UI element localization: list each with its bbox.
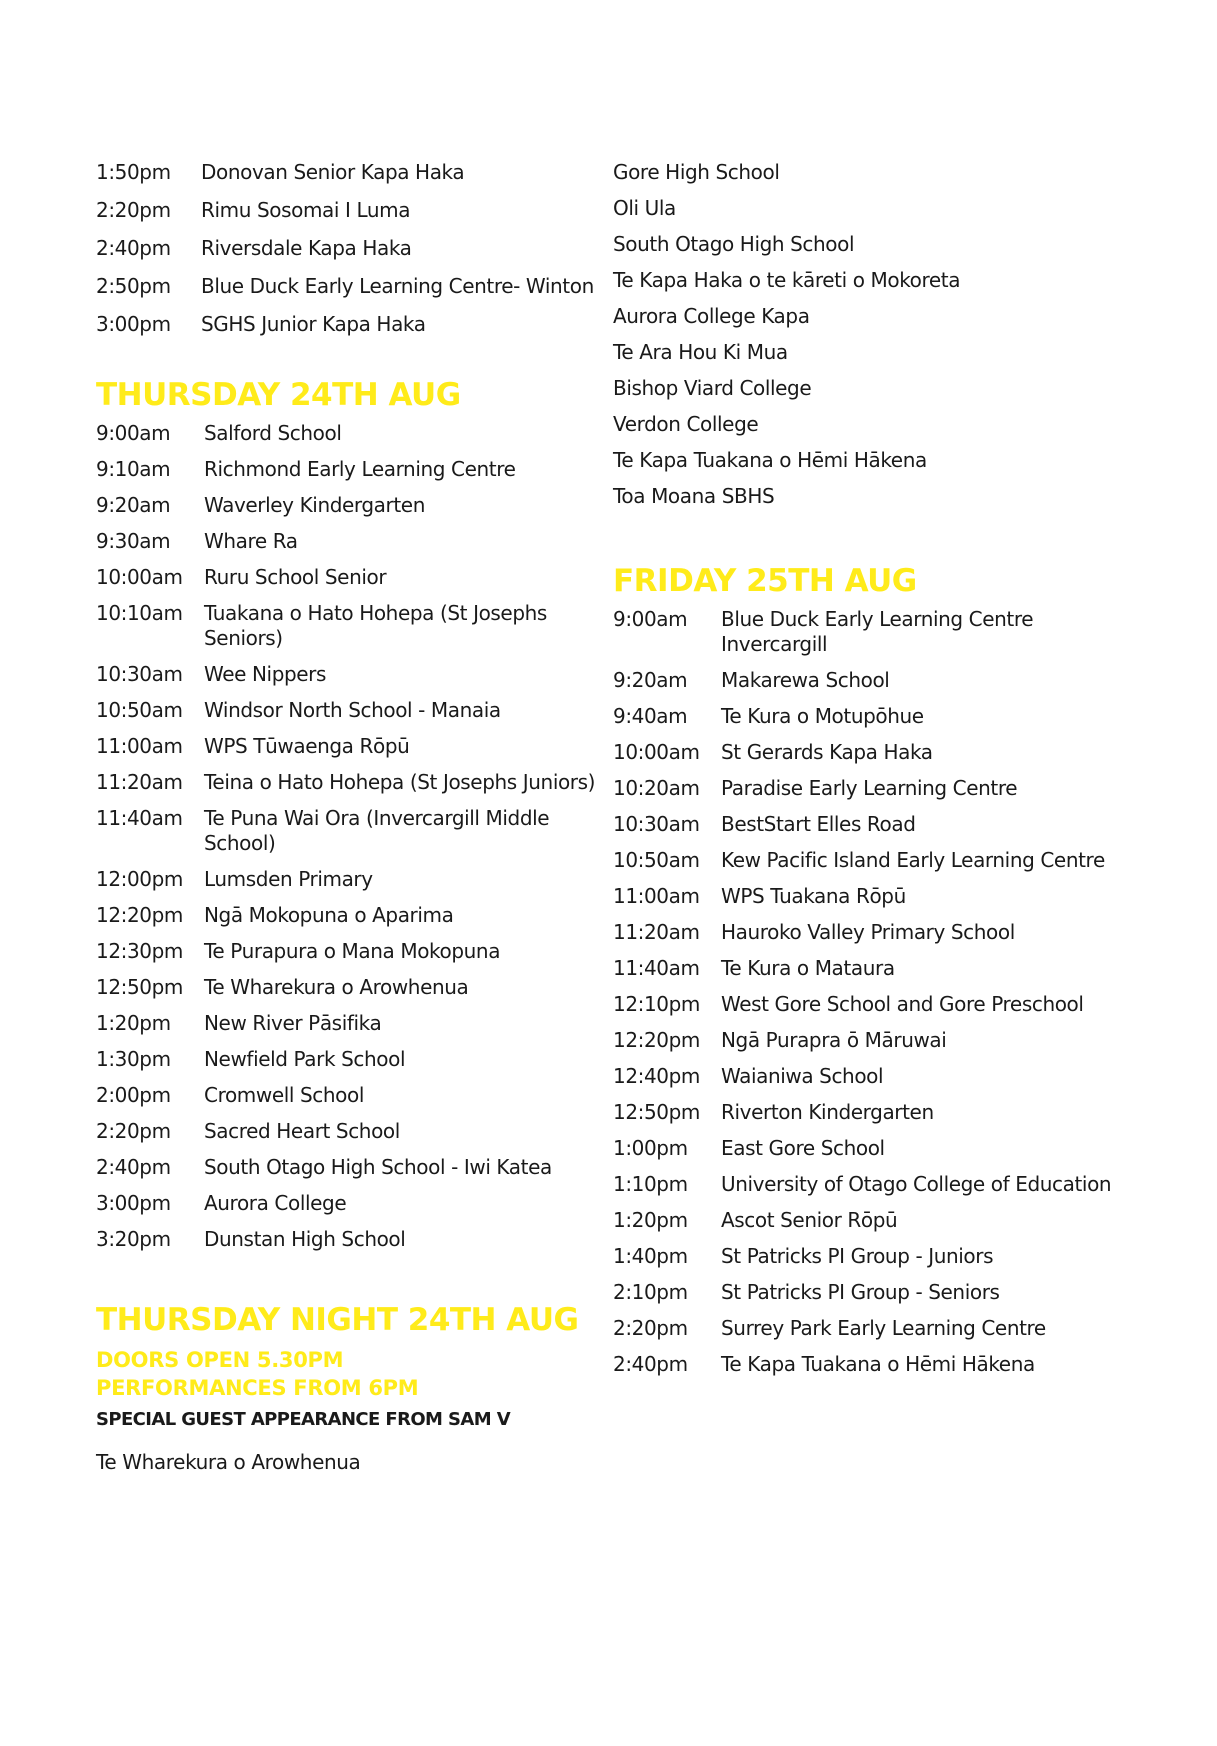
friday-schedule [613,607,1133,1377]
performer-name: SGHS Junior Kapa Haka [201,312,426,336]
performance-time: 1:10pm [613,1172,688,1196]
schedule-row [96,529,596,554]
performance-time: 1:20pm [96,1011,171,1035]
right-column [613,160,1133,1388]
performer-name: Te Purapura o Mana Mokopuna [204,939,501,963]
performer-name: Blue Duck Early Learning Centre- Winton [201,274,594,298]
performer-name: Aurora College [204,1191,347,1215]
performer-name: Donovan Senior Kapa Haka [201,160,465,184]
thursday-heading: THURSDAY 24TH AUG [96,377,461,413]
performer-name: Riversdale Kapa Haka [201,236,412,260]
night-performer: South Otago High School [613,232,855,256]
schedule-row [96,274,596,299]
performer-name: South Otago High School - Iwi Katea [204,1155,552,1179]
schedule-row [613,1136,1133,1161]
performer-name: Waianiwa School [721,1064,884,1088]
performance-time: 10:10am [96,601,183,625]
performer-name: Blue Duck Early Learning Centre Invercargill [721,607,1034,656]
schedule-row [613,607,1133,657]
schedule-row [96,1119,596,1144]
night-performer: Te Ara Hou Ki Mua [613,340,788,364]
schedule-row [96,601,596,651]
schedule-row [613,740,1133,765]
performer-name: Surrey Park Early Learning Centre [721,1316,1046,1340]
performer-name: Richmond Early Learning Centre [204,457,516,481]
schedule-row [613,1352,1133,1377]
performance-time: 9:20am [96,493,171,517]
performance-time: 2:40pm [96,236,171,260]
performance-time: 12:50pm [613,1100,701,1124]
performer-name: Ngā Mokopuna o Aparima [204,903,454,927]
performance-time: 1:30pm [96,1047,171,1071]
schedule-row [96,421,596,446]
schedule-row [96,1047,596,1072]
performance-time: 2:20pm [96,198,171,222]
performance-time: 12:40pm [613,1064,701,1088]
performer-name: Ascot Senior Rōpū [721,1208,898,1232]
performer-name: Teina o Hato Hohepa (St Josephs Juniors) [204,770,596,794]
performer-name: Cromwell School [204,1083,364,1107]
performance-time: 9:30am [96,529,171,553]
schedule-row [96,1083,596,1108]
schedule-row [96,806,596,856]
performance-time: 10:30am [96,662,183,686]
performance-time: 10:50am [613,848,700,872]
performer-name: Makarewa School [721,668,890,692]
performer-name: Whare Ra [204,529,298,553]
performance-time: 2:00pm [96,1083,171,1107]
performance-time: 9:00am [613,607,688,631]
performance-time: 10:50am [96,698,183,722]
performer-name: Salford School [204,421,342,445]
performer-name: Te Kura o Mataura [721,956,895,980]
schedule-row [96,939,596,964]
performance-time: 9:20am [613,668,688,692]
schedule-row [613,1172,1133,1197]
performance-time: 2:10pm [613,1280,688,1304]
schedule-row [613,920,1133,945]
performance-time: 12:50pm [96,975,184,999]
night-performer: Verdon College [613,412,759,436]
performance-time: 2:20pm [613,1316,688,1340]
night-first-item: Te Wharekura o Arowhenua [96,1450,361,1474]
performer-name: Ruru School Senior [204,565,387,589]
schedule-row [96,457,596,482]
performance-time: 9:00am [96,421,171,445]
performer-name: Te Puna Wai Ora (Invercargill Middle School) [204,806,550,855]
performance-time: 10:00am [613,740,700,764]
night-performer: Oli Ula [613,196,676,220]
schedule-row [96,975,596,1000]
performance-time: 9:40am [613,704,688,728]
schedule-row [96,1191,596,1216]
schedule-row [613,668,1133,693]
performance-time: 1:40pm [613,1244,688,1268]
performance-time: 10:30am [613,812,700,836]
schedule-row [96,1011,596,1036]
schedule-row [613,776,1133,801]
performance-time: 11:40am [613,956,700,980]
performer-name: Waverley Kindergarten [204,493,425,517]
night-performer: Aurora College Kapa [613,304,810,328]
schedule-row [613,1316,1133,1341]
performance-time: 11:20am [613,920,700,944]
performer-name: Newfield Park School [204,1047,406,1071]
performer-name: Riverton Kindergarten [721,1100,934,1124]
schedule-row [96,867,596,892]
performance-time: 12:20pm [613,1028,701,1052]
performer-name: Kew Pacific Island Early Learning Centre [721,848,1105,872]
performance-time: 2:50pm [96,274,171,298]
performer-name: Dunstan High School [204,1227,406,1251]
thursday-night-heading: THURSDAY NIGHT 24TH AUG [96,1302,579,1338]
performance-time: 3:20pm [96,1227,171,1251]
performance-time: 12:00pm [96,867,184,891]
schedule-row [613,1244,1133,1269]
thursday-schedule [96,421,596,1252]
performer-name: Hauroko Valley Primary School [721,920,1015,944]
schedule-row [96,662,596,687]
left-column [96,160,596,1475]
performer-name: Tuakana o Hato Hohepa (St Josephs Seniors) [204,601,547,650]
performance-time: 10:00am [96,565,183,589]
schedule-row [613,1028,1133,1053]
schedule-row [96,1227,596,1252]
performance-time: 11:20am [96,770,183,794]
performer-name: Ngā Purapra ō Māruwai [721,1028,947,1052]
performer-name: St Patricks PI Group - Seniors [721,1280,1000,1304]
performer-name: Sacred Heart School [204,1119,400,1143]
night-performer: Te Kapa Tuakana o Hēmi Hākena [613,448,927,472]
friday-heading: FRIDAY 25TH AUG [613,563,917,599]
performances-text: PERFORMANCES FROM 6PM [96,1376,419,1400]
special-guest-text: SPECIAL GUEST APPEARANCE FROM SAM V [96,1409,511,1430]
night-performer: Bishop Viard College [613,376,812,400]
performer-name: Te Kura o Motupōhue [721,704,924,728]
performance-time: 2:40pm [96,1155,171,1179]
night-performer: Gore High School [613,160,780,184]
schedule-row [613,848,1133,873]
performance-time: 3:00pm [96,1191,171,1215]
schedule-row [613,1064,1133,1089]
performance-time: 2:40pm [613,1352,688,1376]
schedule-row [613,884,1133,909]
schedule-row [96,903,596,928]
schedule-row [613,1208,1133,1233]
performer-name: Rimu Sosomai I Luma [201,198,411,222]
wednesday-continued-schedule [96,160,596,337]
performer-name: WPS Tuakana Rōpū [721,884,906,908]
schedule-row [96,734,596,759]
schedule-row [613,704,1133,729]
performer-name: University of Otago College of Education [721,1172,1112,1196]
schedule-row [96,236,596,261]
performance-time: 3:00pm [96,312,171,336]
performer-name: West Gore School and Gore Preschool [721,992,1084,1016]
schedule-row [96,565,596,590]
performer-name: Windsor North School - Manaia [204,698,501,722]
performer-name: Te Kapa Tuakana o Hēmi Hākena [721,1352,1035,1376]
performance-time: 1:00pm [613,1136,688,1160]
doors-open-text: DOORS OPEN 5.30PM [96,1348,344,1372]
schedule-row [613,956,1133,981]
performance-time: 11:40am [96,806,183,830]
performance-time: 9:10am [96,457,171,481]
performer-name: BestStart Elles Road [721,812,916,836]
schedule-row [613,992,1133,1017]
performance-time: 12:20pm [96,903,184,927]
performer-name: East Gore School [721,1136,885,1160]
performance-time: 12:10pm [613,992,701,1016]
schedule-row [613,812,1133,837]
schedule-row [96,770,596,795]
schedule-row [96,160,596,185]
performer-name: Lumsden Primary [204,867,373,891]
schedule-row [96,698,596,723]
performer-name: Wee Nippers [204,662,327,686]
schedule-row [613,1100,1133,1125]
performance-time: 10:20am [613,776,700,800]
performance-time: 11:00am [613,884,700,908]
thursday-night-list [613,160,1133,509]
performance-time: 1:50pm [96,160,171,184]
performance-time: 12:30pm [96,939,184,963]
performer-name: St Patricks PI Group - Juniors [721,1244,994,1268]
performer-name: St Gerards Kapa Haka [721,740,933,764]
night-performer: Toa Moana SBHS [613,484,775,508]
performer-name: Te Wharekura o Arowhenua [204,975,469,999]
performance-time: 1:20pm [613,1208,688,1232]
schedule-row [96,312,596,337]
performer-name: New River Pāsifika [204,1011,382,1035]
performer-name: WPS Tūwaenga Rōpū [204,734,410,758]
schedule-row [96,1155,596,1180]
schedule-row [96,493,596,518]
performer-name: Paradise Early Learning Centre [721,776,1018,800]
night-performer: Te Kapa Haka o te kāreti o Mokoreta [613,268,961,292]
schedule-row [96,198,596,223]
schedule-row [613,1280,1133,1305]
performance-time: 11:00am [96,734,183,758]
performance-time: 2:20pm [96,1119,171,1143]
